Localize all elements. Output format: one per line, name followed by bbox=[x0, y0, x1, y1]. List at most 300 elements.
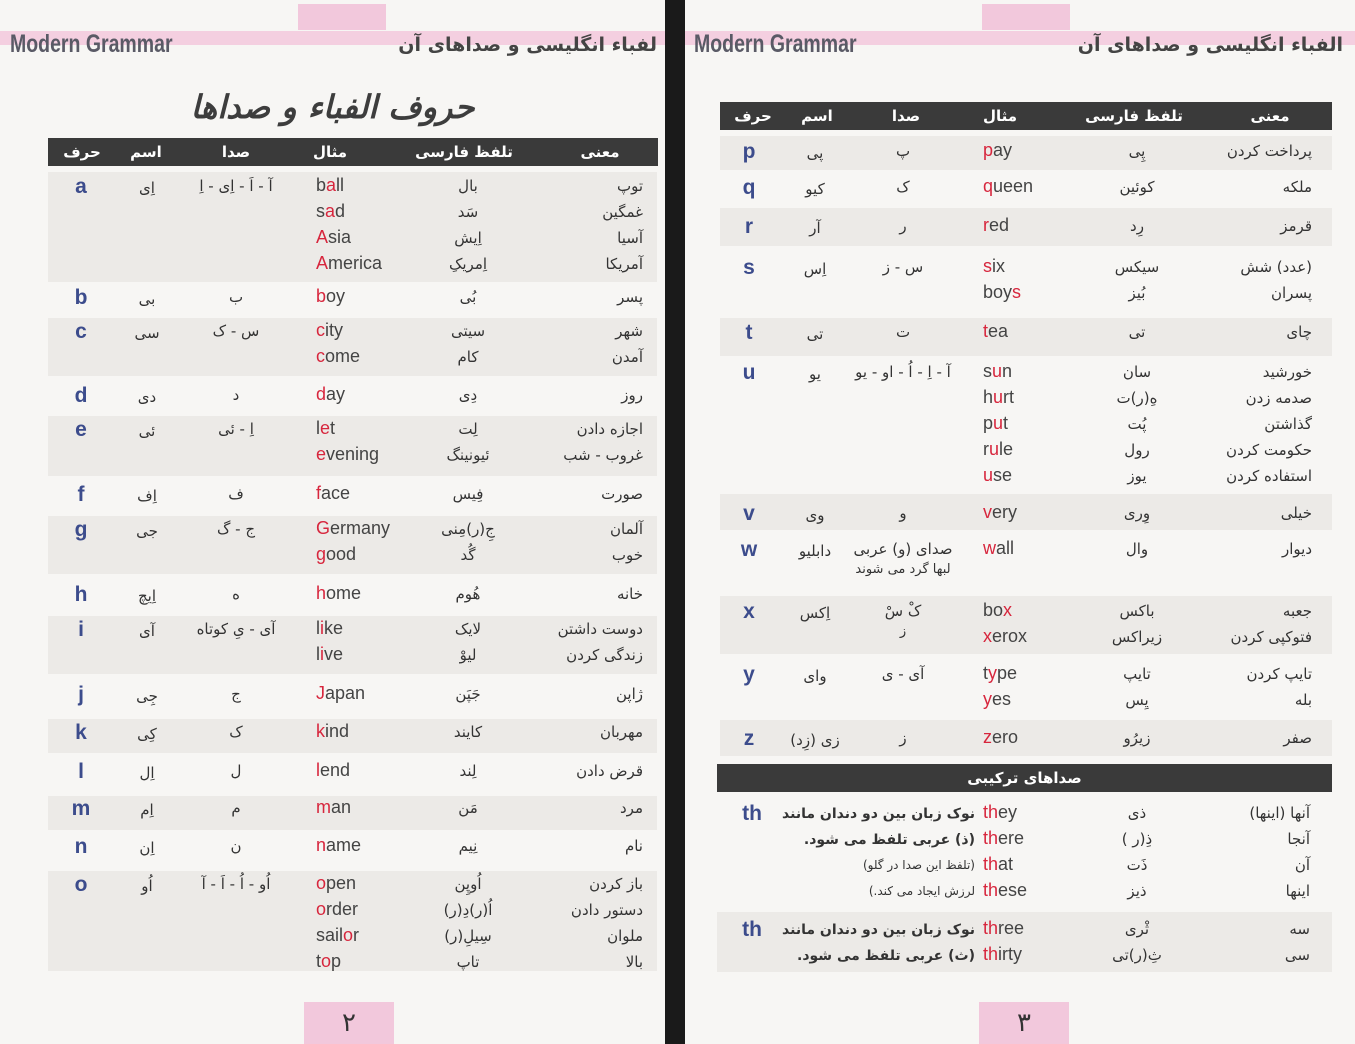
pronunciation: لِت bbox=[458, 420, 478, 438]
meaning: مهربان bbox=[600, 723, 643, 741]
letter-sound: اِ - ئی bbox=[218, 420, 254, 438]
letter: k bbox=[75, 721, 87, 744]
meaning: خوب bbox=[611, 546, 643, 564]
col-header: معنی bbox=[580, 143, 620, 161]
example-word: hurt bbox=[983, 387, 1015, 407]
meaning: توپ bbox=[616, 177, 643, 195]
pronunciation: لِند bbox=[459, 762, 477, 780]
example-word: yes bbox=[983, 689, 1012, 709]
example-word: these bbox=[983, 880, 1028, 900]
meaning: آن bbox=[1294, 856, 1310, 874]
col-header: صدا bbox=[891, 107, 921, 125]
letter: p bbox=[742, 140, 756, 163]
highlight-letter: o bbox=[343, 925, 354, 945]
letter: l bbox=[78, 760, 84, 783]
example-word: wall bbox=[983, 538, 1015, 558]
letter-name: اِیچ bbox=[137, 587, 157, 605]
meaning: صفر bbox=[1283, 729, 1312, 747]
letter: th bbox=[742, 918, 762, 941]
pronunciation: ذیز bbox=[1127, 882, 1147, 900]
page-title: لفباء انگلیسی و صداهای آن bbox=[398, 34, 657, 56]
highlight-letter: x bbox=[983, 626, 992, 646]
example-word: boys bbox=[983, 282, 1022, 302]
example-word: top bbox=[316, 951, 342, 971]
meaning: باز کردن bbox=[589, 875, 643, 893]
pronunciation: گُد bbox=[460, 546, 476, 564]
meaning: استفاده کردن bbox=[1226, 467, 1312, 485]
letter-name: پی bbox=[806, 144, 824, 162]
highlight-letter: t bbox=[983, 321, 989, 341]
highlight-letter: o bbox=[316, 899, 327, 919]
pronunciation: هُوم bbox=[455, 585, 481, 603]
brand-logo: Modern Grammar bbox=[10, 30, 173, 58]
highlight-letter: th bbox=[983, 880, 999, 900]
example-word: use bbox=[983, 465, 1013, 485]
highlight-letter: s bbox=[983, 256, 992, 276]
table-header bbox=[48, 138, 658, 166]
pronunciation: تایپ bbox=[1123, 665, 1151, 683]
highlight-letter: x bbox=[1003, 600, 1013, 620]
col-header: تلفظ فارسی bbox=[415, 143, 513, 161]
meaning: تایپ کردن bbox=[1246, 665, 1312, 683]
highlight-letter: c bbox=[316, 346, 325, 366]
highlight-letter: z bbox=[983, 727, 992, 747]
highlight-letter: k bbox=[316, 721, 325, 741]
pronunciation: ذِ(ر ) bbox=[1121, 830, 1153, 848]
letter-name: ئی bbox=[138, 422, 156, 440]
letter: j bbox=[78, 683, 84, 706]
pronunciation: تاپ bbox=[456, 953, 480, 971]
pronunciation: سیتی bbox=[450, 322, 486, 340]
letter-name: سی bbox=[134, 324, 160, 342]
highlight-letter: J bbox=[316, 683, 325, 703]
letter-name: کیو bbox=[805, 180, 825, 198]
pronunciation: سان bbox=[1122, 363, 1152, 381]
pronunciation: جَپَن bbox=[455, 685, 481, 703]
highlight-letter: u bbox=[993, 413, 1004, 433]
meaning: ملکه bbox=[1282, 178, 1312, 196]
highlight-letter: b bbox=[316, 286, 327, 306]
header-tab bbox=[298, 4, 386, 30]
letter: z bbox=[743, 727, 755, 750]
pronunciation: اِیش bbox=[454, 229, 482, 247]
letter: f bbox=[77, 483, 85, 506]
meaning: دستور دادن bbox=[570, 901, 643, 919]
letter-sound: پ bbox=[895, 142, 911, 160]
example-word: face bbox=[316, 483, 351, 503]
pronunciation: زیرُو bbox=[1123, 729, 1151, 747]
letter-sound: ز bbox=[899, 729, 907, 747]
highlight-letter: v bbox=[983, 502, 992, 522]
header-tab bbox=[982, 4, 1070, 30]
meaning: سی bbox=[1284, 946, 1310, 964]
letter: m bbox=[71, 797, 91, 820]
example-word: red bbox=[983, 215, 1010, 235]
example-word: name bbox=[316, 835, 362, 855]
pronunciation: سِیلِ(ر) bbox=[444, 927, 492, 945]
letter: t bbox=[745, 321, 753, 344]
highlight-letter: th bbox=[983, 854, 999, 874]
example-word: sun bbox=[983, 361, 1013, 381]
letter: e bbox=[75, 418, 87, 441]
meaning: روز bbox=[621, 386, 643, 404]
example-word: man bbox=[316, 797, 352, 817]
letter: th bbox=[742, 802, 762, 825]
meaning: جعبه bbox=[1282, 602, 1312, 620]
pronunciation: ئیونینگ bbox=[446, 446, 490, 464]
example-word: six bbox=[983, 256, 1005, 276]
pronunciation: کام bbox=[457, 348, 479, 366]
pronunciation: سَد bbox=[457, 203, 479, 221]
highlight-letter: i bbox=[320, 644, 324, 664]
letter-sound: ب bbox=[228, 288, 244, 306]
example-word: evening bbox=[316, 444, 380, 464]
example-word: home bbox=[316, 583, 362, 603]
pronunciation: دِی bbox=[458, 386, 478, 404]
meaning: زندگی کردن bbox=[566, 646, 643, 664]
meaning: فتوکپی کردن bbox=[1230, 628, 1312, 646]
letter-sound: ه bbox=[232, 585, 240, 603]
letter-sound: کْ سْ bbox=[884, 602, 922, 620]
letter-name: آی bbox=[139, 622, 155, 640]
highlight-letter: e bbox=[320, 418, 331, 438]
pronunciation: بُیز bbox=[1128, 284, 1146, 302]
letter: w bbox=[740, 538, 758, 561]
pronunciation: زیراکس bbox=[1111, 628, 1163, 646]
letter-sound: ک bbox=[896, 178, 910, 196]
letter-sound: ر bbox=[899, 217, 907, 235]
meaning: خانه bbox=[616, 585, 643, 603]
letter: s bbox=[743, 256, 755, 279]
letter: q bbox=[742, 176, 756, 199]
letter: r bbox=[744, 215, 754, 238]
pronunciation: ذی bbox=[1127, 804, 1147, 822]
example-word: lend bbox=[316, 760, 351, 780]
col-header: تلفظ فارسی bbox=[1085, 107, 1183, 125]
highlight-letter: o bbox=[321, 951, 332, 971]
page-left bbox=[0, 0, 665, 1044]
letter-name: دابلیو bbox=[798, 542, 832, 560]
meaning: غمگین bbox=[602, 203, 643, 221]
letter-name: جی bbox=[136, 522, 158, 540]
pronunciation: کوئین bbox=[1119, 178, 1155, 196]
example-word: zero bbox=[983, 727, 1019, 747]
pronunciation: اِمریکِ bbox=[448, 255, 488, 273]
pronunciation: رول bbox=[1124, 441, 1150, 459]
highlight-letter: n bbox=[316, 835, 327, 855]
highlight-letter: f bbox=[316, 483, 322, 503]
letter-name: زی (زِد) bbox=[790, 731, 840, 749]
example-word: queen bbox=[983, 176, 1034, 196]
meaning: صدمه زدن bbox=[1245, 389, 1312, 407]
letter-sound: آی - ی bbox=[881, 665, 925, 683]
pronunciation: وِری bbox=[1123, 504, 1151, 522]
meaning: مرد bbox=[620, 799, 643, 817]
pronunciation: لیوْ bbox=[459, 646, 477, 664]
letter-name: اُو bbox=[141, 877, 153, 895]
example-word: very bbox=[983, 502, 1018, 522]
highlight-letter: u bbox=[983, 465, 994, 485]
example-word: live bbox=[316, 644, 344, 664]
pronunciation: رِد bbox=[1130, 217, 1144, 235]
letter-sound: ج bbox=[231, 685, 241, 703]
pronunciation: اُ(ر)دِ(ر) bbox=[443, 901, 493, 919]
pronunciation: یوز bbox=[1127, 467, 1147, 485]
pronunciation: نِیم bbox=[458, 837, 478, 855]
col-header: صدا bbox=[221, 143, 251, 161]
pronunciation: بُی bbox=[459, 288, 477, 306]
pronunciation: مَن bbox=[458, 799, 478, 817]
highlight-letter: A bbox=[316, 253, 329, 273]
letter: v bbox=[743, 502, 755, 525]
example-word: tea bbox=[983, 321, 1009, 341]
pronunciation: تی bbox=[1128, 323, 1146, 341]
meaning: قرمز bbox=[1280, 217, 1312, 235]
letter-name: اِم bbox=[140, 801, 154, 819]
letter-name: اِل bbox=[139, 764, 155, 782]
highlight-letter: g bbox=[316, 544, 327, 564]
letter-sound: س - ک bbox=[212, 322, 260, 340]
highlight-letter: d bbox=[316, 384, 327, 404]
letter-sound: ن bbox=[230, 837, 242, 855]
letter-sound: صدای (و) عربی bbox=[853, 540, 953, 558]
letter-name: دی bbox=[137, 388, 157, 406]
highlight-letter: c bbox=[316, 320, 325, 340]
letter-name: جِی bbox=[136, 687, 158, 705]
highlight-letter: u bbox=[992, 361, 1003, 381]
letter-sound: آی - یِ کوتاه bbox=[196, 620, 276, 638]
letter: x bbox=[743, 600, 755, 623]
letter: o bbox=[74, 873, 88, 896]
highlight-letter: a bbox=[326, 175, 337, 195]
example-word: there bbox=[983, 828, 1025, 848]
example-word: xerox bbox=[983, 626, 1028, 646]
col-header: اسم bbox=[130, 143, 162, 161]
pronunciation-note: (تلفظ این صدا در گلو) bbox=[862, 858, 975, 872]
meaning: شهر bbox=[615, 322, 643, 340]
meaning: آنجا bbox=[1287, 830, 1310, 848]
letter: d bbox=[74, 384, 88, 407]
pronunciation: باکس bbox=[1119, 602, 1155, 620]
highlight-letter: th bbox=[983, 828, 999, 848]
letter-name: اِن bbox=[139, 839, 155, 857]
letter-sound-note: لبها گرد می شوند bbox=[855, 562, 951, 577]
letter-name: وای bbox=[803, 667, 827, 685]
letter-name: تی bbox=[806, 325, 824, 343]
letter-name: اِی bbox=[139, 179, 155, 197]
meaning: پرداخت کردن bbox=[1226, 142, 1312, 160]
example-word: come bbox=[316, 346, 361, 366]
meaning: گذاشتن bbox=[1264, 415, 1312, 433]
example-word: day bbox=[316, 384, 346, 404]
highlight-letter: th bbox=[983, 802, 999, 822]
example-word: rule bbox=[983, 439, 1014, 459]
page-number: ۳ bbox=[979, 1002, 1069, 1044]
col-header: مثال bbox=[312, 143, 348, 161]
letter: n bbox=[74, 835, 88, 858]
letter-name: بی bbox=[138, 290, 156, 308]
meaning: اینها bbox=[1285, 882, 1310, 900]
highlight-letter: p bbox=[983, 140, 994, 160]
meaning: پسران bbox=[1270, 284, 1312, 302]
pronunciation: ثِ(ر)تی bbox=[1112, 946, 1162, 964]
highlight-letter: a bbox=[325, 201, 336, 221]
meaning: صورت bbox=[601, 485, 643, 503]
meaning: آمدن bbox=[611, 348, 643, 366]
meaning: آمریکا bbox=[605, 255, 643, 273]
highlight-letter: w bbox=[983, 538, 996, 558]
letter-sound: اُو - اُ - اَ - آ bbox=[201, 875, 271, 893]
pronunciation-note: نوک زبان بین دو دندان مانند bbox=[782, 806, 975, 822]
meaning: دیوار bbox=[1281, 540, 1312, 558]
letter: b bbox=[74, 286, 88, 309]
highlight-letter: G bbox=[316, 518, 331, 538]
section-title: حروف الفباء و صداها bbox=[190, 88, 475, 126]
highlight-letter: th bbox=[983, 944, 999, 964]
meaning: ژاپن bbox=[615, 685, 643, 703]
letter: h bbox=[74, 583, 88, 606]
letter-name: اِکس bbox=[799, 604, 831, 622]
letter-sound: س - ز bbox=[882, 258, 924, 276]
col-header: اسم bbox=[801, 107, 833, 125]
example-word: like bbox=[316, 618, 344, 638]
compound-sounds-header: صداهای ترکیبی bbox=[717, 764, 1332, 792]
meaning: آنها (اینها) bbox=[1249, 804, 1310, 822]
pronunciation: اُوپِن bbox=[454, 875, 482, 893]
example-word: they bbox=[983, 802, 1018, 822]
example-word: pay bbox=[983, 140, 1013, 160]
example-word: put bbox=[983, 413, 1009, 433]
letter: a bbox=[75, 175, 87, 198]
letter-sound: ل bbox=[230, 762, 242, 780]
letter-sound: ک bbox=[229, 723, 243, 741]
meaning: آسیا bbox=[617, 229, 643, 247]
example-word: Japan bbox=[316, 683, 366, 703]
letter-sound: د bbox=[232, 386, 240, 404]
example-word: Germany bbox=[316, 518, 391, 538]
pronunciation: پُت bbox=[1127, 415, 1147, 433]
meaning: آلمان bbox=[610, 520, 643, 538]
letter-sound: آ - اَ - اِی - اِ bbox=[199, 177, 273, 195]
meaning: خورشید bbox=[1262, 363, 1312, 381]
example-word: America bbox=[316, 253, 383, 273]
example-word: boy bbox=[316, 286, 346, 306]
meaning: (عدد) شش bbox=[1240, 258, 1312, 276]
example-word: let bbox=[316, 418, 336, 438]
example-word: order bbox=[316, 899, 359, 919]
meaning: بله bbox=[1294, 691, 1312, 709]
highlight-letter: s bbox=[1012, 282, 1022, 302]
letter: c bbox=[75, 320, 87, 343]
brand-logo: Modern Grammar bbox=[694, 30, 857, 58]
letter-name: اِف bbox=[137, 487, 157, 505]
example-word: sailor bbox=[316, 925, 360, 945]
example-word: Asia bbox=[316, 227, 352, 247]
pronunciation: ثْری bbox=[1124, 920, 1150, 938]
pronunciation-note: (ذ) عربی تلفظ می شود. bbox=[803, 832, 975, 848]
meaning: چای bbox=[1286, 323, 1312, 341]
meaning: اجازه دادن bbox=[576, 420, 643, 438]
highlight-letter: m bbox=[316, 797, 331, 817]
meaning: سه bbox=[1289, 920, 1310, 938]
highlight-letter: i bbox=[320, 618, 324, 638]
meaning: غروب - شب bbox=[563, 446, 643, 464]
page-title: الفباء انگلیسی و صداهای آن bbox=[1077, 34, 1343, 56]
letter: i bbox=[78, 618, 84, 641]
example-word: kind bbox=[316, 721, 350, 741]
example-word: box bbox=[983, 600, 1013, 620]
pronunciation: پِی bbox=[1128, 142, 1146, 160]
meaning: خیلی bbox=[1280, 504, 1312, 522]
letter-name: وی bbox=[805, 506, 825, 524]
letter: u bbox=[742, 361, 756, 384]
letter: g bbox=[74, 518, 88, 541]
pronunciation: فِیس bbox=[452, 485, 484, 503]
letter-sound: ف bbox=[228, 485, 244, 503]
meaning: نام bbox=[624, 837, 643, 855]
meaning: حکومت کردن bbox=[1226, 441, 1312, 459]
page-number: ۲ bbox=[304, 1002, 394, 1044]
letter-sound: ج - گ bbox=[216, 520, 256, 538]
pronunciation-note: نوک زبان بین دو دندان مانند bbox=[782, 922, 975, 938]
pronunciation: کایند bbox=[453, 723, 483, 741]
letter-sound: ت bbox=[895, 323, 911, 341]
pronunciation-note: (ث) عربی تلفظ می شود. bbox=[797, 948, 975, 964]
highlight-letter: e bbox=[316, 444, 327, 464]
highlight-letter: y bbox=[983, 689, 992, 709]
meaning: قرض دادن bbox=[576, 762, 643, 780]
highlight-letter: y bbox=[988, 663, 998, 683]
letter-sound: آ - اِ - اُ - او - یو bbox=[855, 363, 951, 381]
letter-sound-note: ز bbox=[899, 624, 907, 639]
meaning: ملوان bbox=[607, 927, 643, 945]
highlight-letter: l bbox=[316, 760, 320, 780]
table-header bbox=[720, 102, 1332, 130]
letter-sound: و bbox=[899, 504, 907, 522]
example-word: city bbox=[316, 320, 343, 340]
pronunciation: یِس bbox=[1125, 691, 1149, 709]
highlight-letter: u bbox=[993, 387, 1004, 407]
pronunciation-note: لرزش ایجاد می کند.) bbox=[868, 884, 975, 898]
example-word: open bbox=[316, 873, 357, 893]
pronunciation: جِ(ر)مِنی bbox=[441, 520, 495, 538]
letter-sound: م bbox=[231, 799, 241, 817]
col-header: معنی bbox=[1250, 107, 1290, 125]
pronunciation: لایک bbox=[454, 620, 482, 638]
col-header: مثال bbox=[982, 107, 1018, 125]
highlight-letter: h bbox=[316, 583, 327, 603]
meaning: بالا bbox=[625, 953, 643, 971]
meaning: دوست داشتن bbox=[557, 620, 643, 638]
highlight-letter: th bbox=[983, 918, 999, 938]
pronunciation: ذَت bbox=[1126, 856, 1148, 874]
letter: y bbox=[743, 663, 755, 686]
pronunciation: سیکس bbox=[1114, 258, 1160, 276]
example-word: that bbox=[983, 854, 1014, 874]
example-word: sad bbox=[316, 201, 346, 221]
example-word: thirty bbox=[983, 944, 1023, 964]
letter-name: یو bbox=[809, 365, 821, 383]
letter-name: اِس bbox=[803, 260, 827, 278]
letter-name: آر bbox=[809, 219, 821, 237]
meaning: پسر bbox=[617, 288, 643, 306]
highlight-letter: A bbox=[316, 227, 329, 247]
example-word: three bbox=[983, 918, 1025, 938]
col-header: حرف bbox=[63, 143, 101, 161]
example-word: type bbox=[983, 663, 1018, 683]
highlight-letter: r bbox=[983, 215, 989, 235]
letter-name: کِی bbox=[137, 725, 157, 743]
